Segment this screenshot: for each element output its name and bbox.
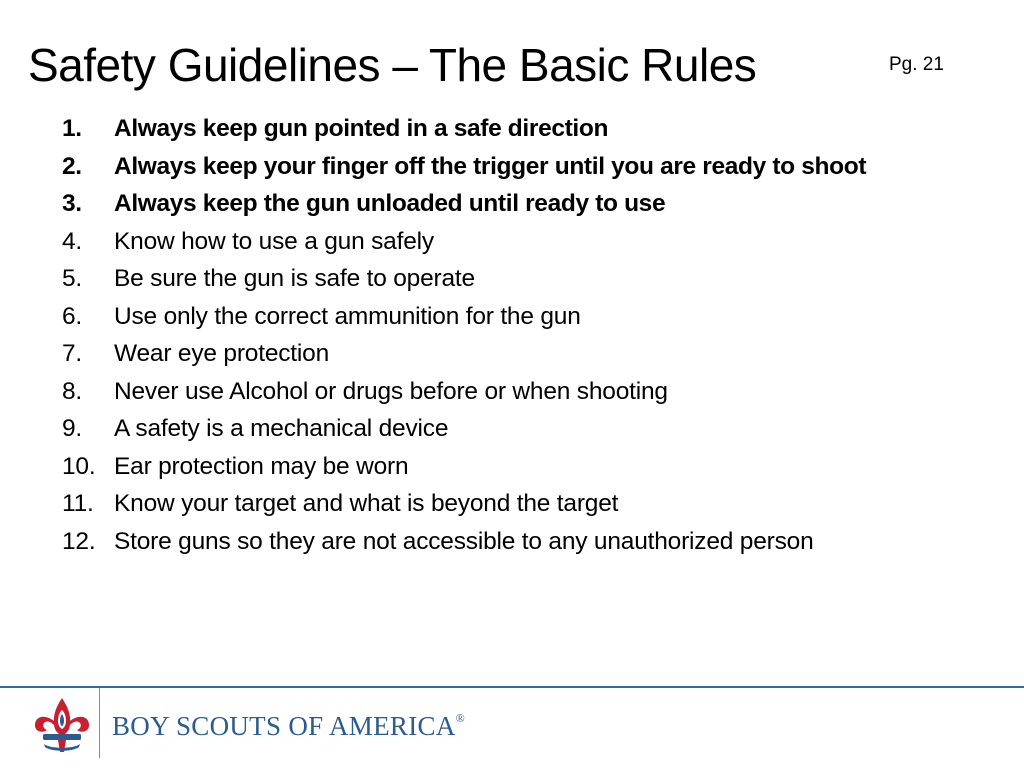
page-reference: Pg. 21 <box>889 54 944 75</box>
rule-text: Never use Alcohol or drugs before or when shooting <box>114 377 668 405</box>
rule-text: Ear protection may be worn <box>114 452 409 480</box>
rule-number: 9. <box>62 415 83 442</box>
registered-mark: ® <box>455 711 466 725</box>
rule-item <box>62 410 1012 448</box>
rule-text: Store guns so they are not accessible to any unauthorized person <box>114 527 814 555</box>
bsa-fleur-de-lis-icon <box>30 694 94 758</box>
rule-text: Use only the correct ammunition for the gun <box>114 302 581 330</box>
rule-item <box>62 185 1012 223</box>
rule-number: 10. <box>62 452 96 480</box>
rule-item <box>62 448 1012 486</box>
rule-text: Always keep your finger off the trigger until you are ready to shoot <box>114 152 867 180</box>
rules-list <box>62 110 1012 560</box>
organization-name <box>112 708 465 744</box>
footer-divider <box>99 688 100 758</box>
rule-item <box>62 260 1012 298</box>
rule-text: A safety is a mechanical device <box>114 415 449 442</box>
rule-text: Know your target and what is beyond the target <box>114 490 619 517</box>
rule-number: 11. <box>62 490 94 517</box>
rule-number: 1. <box>62 115 82 142</box>
organization-name-text: BOY SCOUTS OF AMERICA <box>112 711 456 741</box>
rule-item <box>62 523 1012 561</box>
page-title: Safety Guidelines – The Basic Rules <box>28 39 757 91</box>
rule-text: Always keep gun pointed in a safe direction <box>114 115 609 142</box>
rule-item <box>62 485 1012 523</box>
rule-number: 2. <box>62 152 82 180</box>
rule-text: Always keep the gun unloaded until ready to use <box>114 190 666 217</box>
rule-text: Be sure the gun is safe to operate <box>114 265 475 292</box>
rule-number: 7. <box>62 340 83 367</box>
rule-item <box>62 373 1012 411</box>
rule-number: 3. <box>62 190 82 217</box>
rule-text: Know how to use a gun safely <box>114 227 434 255</box>
rule-item <box>62 298 1012 336</box>
rule-item <box>62 223 1012 261</box>
rule-item <box>62 110 1012 148</box>
rule-number: 12. <box>62 527 96 555</box>
rule-item <box>62 335 1012 373</box>
rule-number: 5. <box>62 265 83 292</box>
rule-number: 4. <box>62 227 83 255</box>
rule-number: 6. <box>62 302 83 330</box>
rule-number: 8. <box>62 377 83 405</box>
footer-rule <box>0 686 1024 688</box>
rule-item <box>62 148 1012 186</box>
rule-text: Wear eye protection <box>114 340 330 367</box>
